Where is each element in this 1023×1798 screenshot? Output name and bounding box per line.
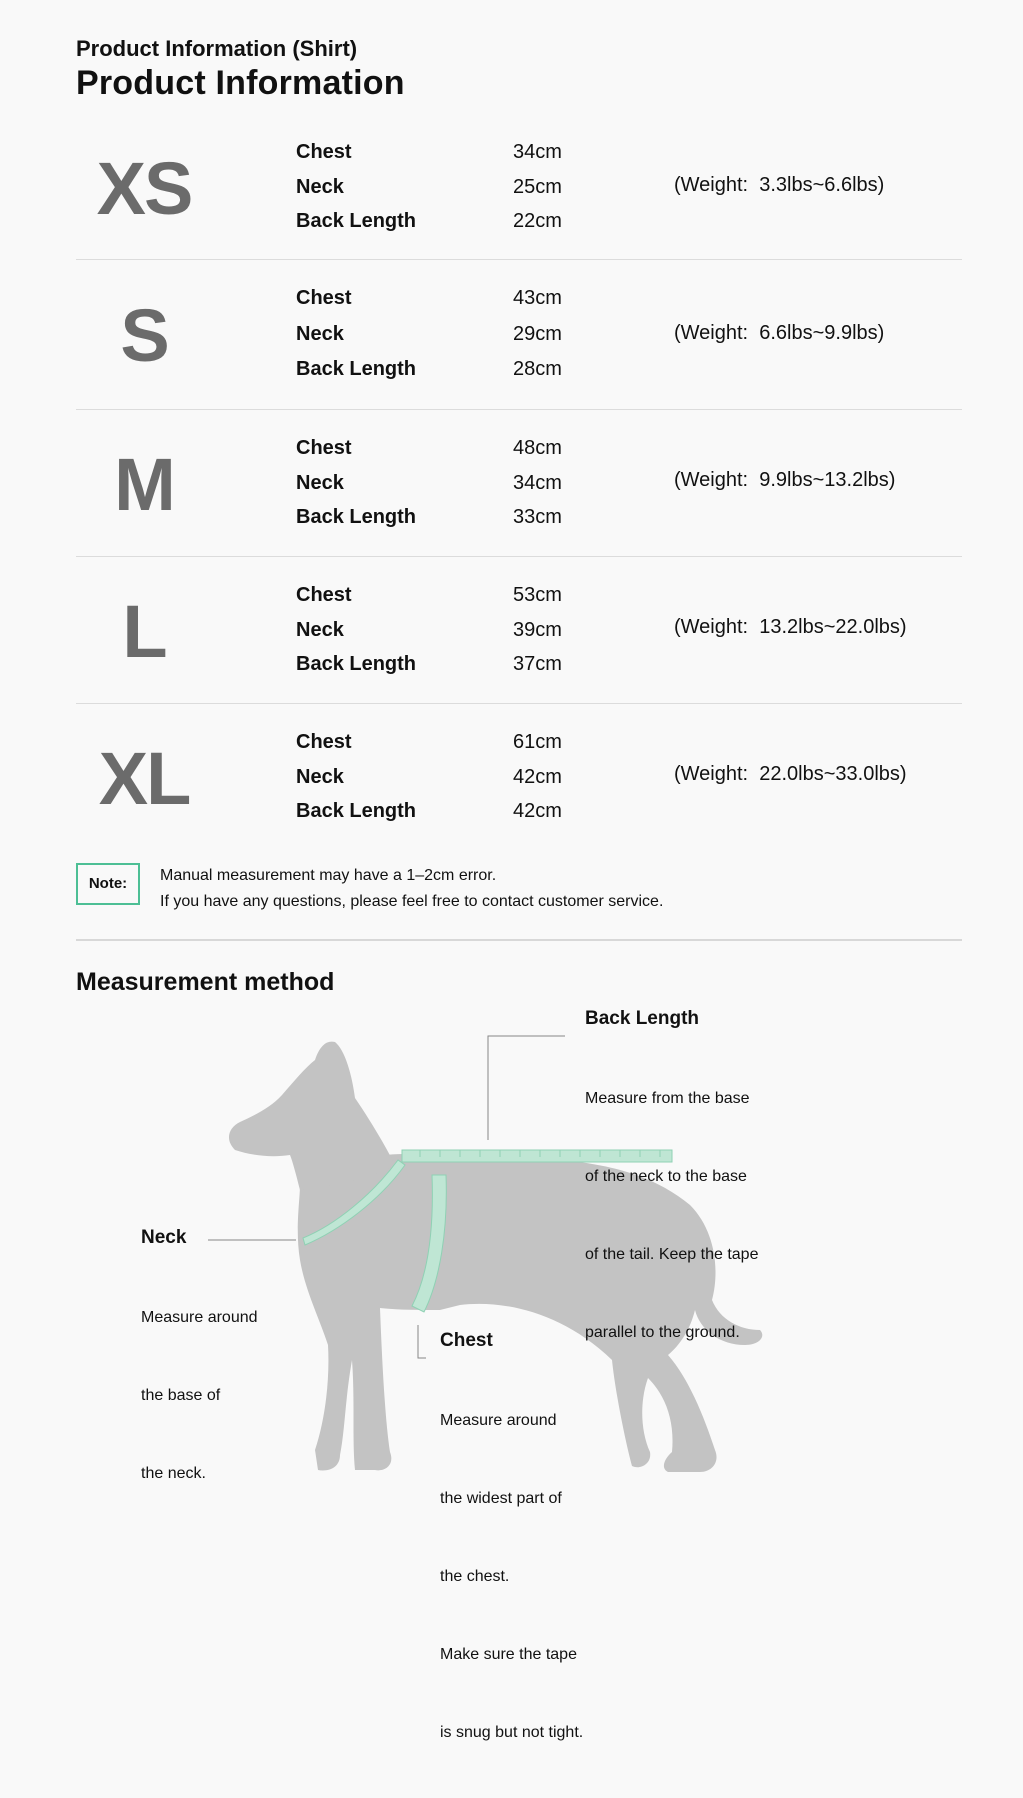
- size-letter: L: [122, 590, 166, 673]
- page-title: Product Information: [76, 64, 405, 102]
- measurement-label: Back Length: [296, 210, 417, 232]
- size-letter: XL: [98, 737, 190, 820]
- back-length-leader: [488, 1036, 565, 1140]
- measurement-label: Chest: [296, 437, 352, 459]
- measurement-value: 25cm: [513, 175, 562, 198]
- measurement-value: 42cm: [513, 800, 562, 822]
- description-line: the chest.: [440, 1568, 510, 1585]
- measurement-label: Back Length: [296, 800, 417, 822]
- measurement-value: 61cm: [513, 731, 562, 753]
- description-line: the widest part of: [440, 1490, 562, 1507]
- chest-heading: Chest: [440, 1330, 493, 1351]
- description-line: Make sure the tape: [440, 1646, 577, 1663]
- description-line: of the tail. Keep the tape: [585, 1246, 759, 1263]
- measurement-value: 43cm: [513, 287, 562, 309]
- weight-range: (Weight: 3.3lbs~6.6lbs): [674, 174, 885, 196]
- description-line: Measure around: [141, 1309, 258, 1326]
- measurement-label: Neck: [296, 471, 344, 494]
- measurement-label: Chest: [296, 731, 352, 753]
- description-line: is snug but not tight.: [440, 1724, 584, 1741]
- measurement-value: 33cm: [513, 506, 562, 528]
- note-line: Manual measurement may have a 1–2cm error.: [160, 867, 497, 884]
- measurement-value: 37cm: [513, 653, 562, 675]
- note-line: If you have any questions, please feel free to contact customer service.: [160, 893, 664, 910]
- measurement-value: 34cm: [513, 471, 562, 494]
- measurement-value: 53cm: [513, 584, 562, 606]
- measurement-label: Chest: [296, 141, 352, 163]
- measurement-value: 48cm: [513, 437, 562, 459]
- measurement-label: Back Length: [296, 358, 417, 380]
- page-subtitle: Product Information (Shirt): [76, 36, 358, 61]
- measurement-value: 29cm: [513, 322, 562, 345]
- measurement-label: Neck: [296, 765, 344, 788]
- chest-leader: [418, 1325, 426, 1358]
- weight-range: (Weight: 13.2lbs~22.0lbs): [674, 616, 907, 638]
- neck-heading: Neck: [141, 1227, 187, 1248]
- measurement-label: Back Length: [296, 653, 417, 675]
- size-letter: M: [114, 443, 174, 526]
- measurement-method-title: Measurement method: [76, 968, 335, 996]
- measurement-value: 28cm: [513, 358, 562, 380]
- description-line: of the neck to the base: [585, 1168, 747, 1185]
- back-length-description: [585, 1034, 758, 1398]
- neck-description: [141, 1253, 258, 1539]
- measurement-value: 39cm: [513, 618, 562, 641]
- weight-range: (Weight: 22.0lbs~33.0lbs): [674, 763, 907, 785]
- size-letter: S: [120, 294, 168, 377]
- measurement-label: Chest: [296, 287, 352, 309]
- note-badge: Note:: [76, 863, 140, 905]
- back-length-heading: Back Length: [585, 1008, 700, 1029]
- description-line: Measure around: [440, 1412, 557, 1429]
- measurement-label: Chest: [296, 584, 352, 606]
- measurement-label: Neck: [296, 175, 344, 198]
- measurement-value: 22cm: [513, 210, 562, 232]
- description-line: the neck.: [141, 1465, 206, 1482]
- chest-description: [440, 1356, 583, 1798]
- measurement-value: 34cm: [513, 141, 562, 163]
- measurement-label: Back Length: [296, 506, 417, 528]
- description-line: parallel to the ground.: [585, 1324, 740, 1341]
- measurement-value: 42cm: [513, 765, 562, 788]
- description-line: the base of: [141, 1387, 221, 1404]
- weight-range: (Weight: 9.9lbs~13.2lbs): [674, 469, 896, 491]
- description-line: Measure from the base: [585, 1090, 750, 1107]
- measurement-label: Neck: [296, 618, 344, 641]
- size-letter: XS: [96, 147, 192, 230]
- measurement-label: Neck: [296, 322, 344, 345]
- weight-range: (Weight: 6.6lbs~9.9lbs): [674, 322, 885, 344]
